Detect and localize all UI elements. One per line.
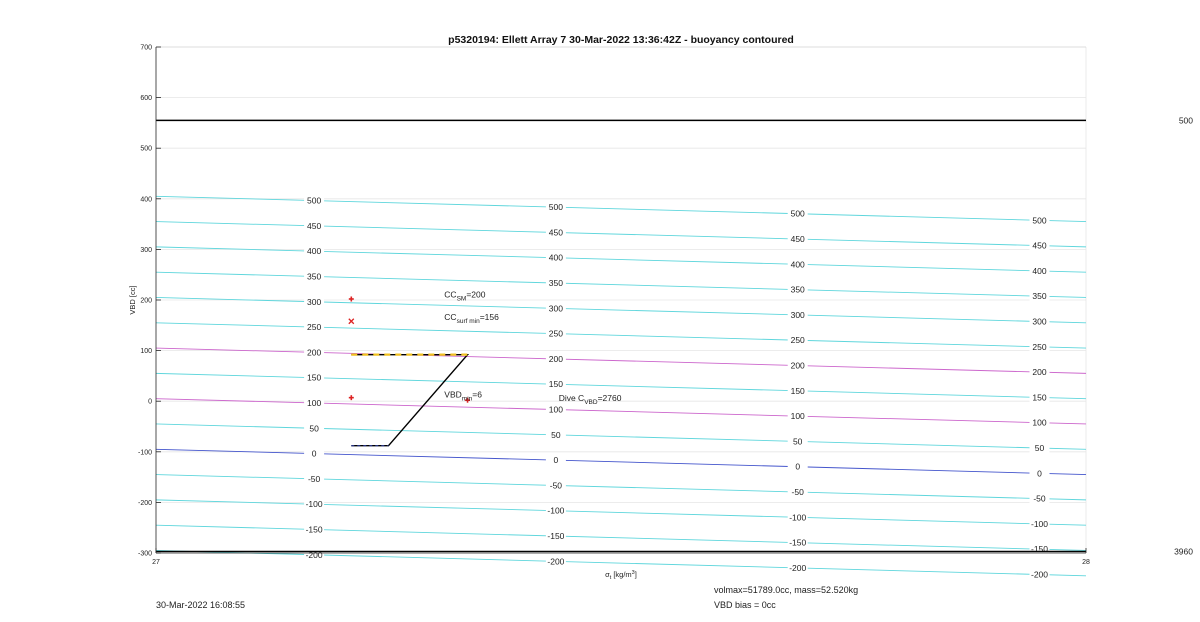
contour-label: 350: [1032, 291, 1047, 302]
footer-volmax-mass: volmax=51789.0cc, mass=52.520kg: [714, 585, 859, 595]
contour-label: 50: [792, 436, 803, 447]
cc-sm-label-value: =200: [466, 289, 486, 300]
chart-title: p5320194: Ellett Array 7 30-Mar-2022 13:36:42Z - buoyancy contoured: [448, 34, 794, 46]
contour-label: 150: [307, 372, 322, 383]
contour-label: -200: [305, 549, 323, 560]
dive-c-vbd-label-main: Dive C: [558, 393, 585, 404]
contour-label: 200: [307, 347, 322, 358]
axes: [138, 45, 1090, 567]
y-tick-label: -300: [137, 550, 152, 558]
x-tick-label: 27: [152, 559, 160, 566]
x-tick-label: 28: [1082, 559, 1090, 566]
y-tick-label: 0: [148, 398, 152, 406]
contour-label: 250: [307, 322, 322, 333]
contour-label: 300: [1032, 316, 1047, 327]
grid-layer: [156, 47, 1086, 553]
contour-line: [156, 222, 1086, 247]
y-tick-label: 700: [140, 44, 152, 52]
contour-label: 400: [548, 252, 563, 263]
contour-label: 500: [1032, 215, 1047, 226]
contour-label: 350: [790, 284, 805, 295]
contour-label: 450: [548, 227, 563, 238]
contour-label: 0: [311, 448, 317, 459]
contour-label: -100: [305, 499, 323, 510]
contour-label: 150: [790, 385, 805, 396]
cc-sm-label-sub: SM: [456, 295, 467, 303]
contour-label: -50: [1033, 493, 1046, 504]
contour-line: [156, 348, 1086, 373]
y-tick-label: -200: [137, 499, 152, 507]
contour-label: 450: [307, 220, 322, 231]
contour-label: 300: [548, 303, 563, 314]
contour-label: 0: [1037, 468, 1042, 479]
vbd-min-marker: [349, 395, 354, 400]
vbd-min-label-main: VBD: [444, 389, 462, 400]
contour-line: [156, 323, 1086, 348]
contour-line: [156, 196, 1086, 221]
vbd-min-label-value: =6: [472, 389, 482, 400]
contour-label: 100: [307, 397, 322, 408]
footer-vbd-bias: VBD bias = 0cc: [714, 600, 776, 610]
contour-label: -50: [307, 473, 321, 484]
y-axis-label: VBD [cc]: [128, 285, 137, 315]
contour-label: 250: [1032, 341, 1047, 352]
contour-label: 450: [1032, 240, 1047, 251]
x-axis-label-sup: 3: [631, 570, 635, 576]
contour-line: [156, 500, 1086, 525]
contour-label: -50: [549, 480, 563, 491]
vbd-min-label-sub: min: [461, 395, 473, 403]
contour-label: -150: [305, 524, 323, 535]
contour-label: -100: [547, 505, 565, 516]
contour-label: -100: [789, 512, 807, 523]
cc-sm-label-main: CC: [444, 289, 457, 300]
dive-c-vbd-label-value: =2760: [597, 393, 622, 404]
contour-label: 500: [790, 208, 805, 219]
contour-label: -150: [789, 537, 807, 548]
dive-c-vbd-label-sub: VBD: [584, 399, 598, 407]
contour-label: 400: [790, 259, 805, 270]
contour-label: 200: [790, 360, 805, 371]
contour-label: 300: [790, 309, 805, 320]
contour-label: 400: [307, 246, 322, 257]
contour-layer: [156, 196, 1086, 580]
contour-line: [156, 247, 1086, 272]
annotation-layer: [444, 289, 621, 406]
y-tick-label: 600: [140, 95, 152, 103]
contour-label: 0: [553, 455, 559, 466]
contour-label: 50: [309, 423, 319, 434]
contour-label: 200: [1032, 367, 1047, 378]
contour-label: -150: [547, 531, 565, 542]
contour-label: 350: [548, 278, 563, 289]
x-axis-label-unit: [kg/m: [613, 570, 632, 579]
cc-surf-min-label-main: CC: [444, 312, 457, 323]
footer-timestamp: 30-Mar-2022 16:08:55: [156, 600, 246, 610]
cc-sm-label: [444, 289, 485, 302]
x-axis-label-close: ]: [634, 570, 637, 579]
contour-label: 500: [307, 195, 322, 206]
dive-c-vbd-label: [559, 393, 622, 406]
contour-label: -150: [1030, 544, 1049, 555]
contour-label: 150: [548, 379, 563, 390]
y-tick-label: 500: [140, 145, 152, 153]
contour-label: 200: [548, 353, 563, 364]
contour-label: 50: [1034, 443, 1045, 454]
contour-line: [156, 475, 1086, 500]
x-axis-label-main: σ: [605, 570, 610, 579]
contour-label: 350: [307, 271, 322, 282]
cc-surf-min-label-value: =156: [479, 312, 499, 323]
contour-label: 100: [1032, 417, 1047, 428]
x-axis-label: [605, 570, 637, 581]
contour-label: -100: [1030, 518, 1049, 529]
contour-label: -50: [791, 487, 804, 498]
contour-label: 500: [548, 202, 563, 213]
contour-label: 0: [795, 461, 801, 472]
y-tick-label: 100: [140, 348, 152, 356]
contour-label: 250: [548, 328, 563, 339]
limit-line-label: 3960: [1174, 546, 1193, 557]
contour-label: 50: [551, 429, 561, 440]
contour-label: -200: [547, 556, 565, 567]
contour-label: 300: [307, 296, 322, 307]
contour-line: [156, 525, 1086, 550]
x-axis-label-sub: t: [609, 575, 612, 581]
limit-lines: [156, 115, 1193, 556]
cc-surf-min-label-sub: surf min: [456, 318, 480, 326]
y-tick-label: 300: [140, 246, 152, 254]
contour-label: 450: [790, 234, 805, 245]
contour-label: -200: [1030, 569, 1049, 580]
contour-label: 250: [790, 335, 805, 346]
contour-label: 100: [790, 411, 805, 422]
cc-sm-marker: [349, 296, 354, 301]
y-tick-label: 200: [140, 297, 152, 305]
contour-line: [156, 449, 1086, 474]
contour-label: 100: [548, 404, 563, 415]
contour-label: -200: [789, 562, 807, 573]
contour-line: [156, 297, 1086, 322]
cc-surf-min-marker: [349, 319, 354, 324]
contour-label: 150: [1032, 392, 1047, 403]
y-tick-label: 400: [140, 196, 152, 204]
limit-line-label: 500: [1178, 115, 1193, 126]
y-tick-label: -100: [137, 449, 152, 457]
vbd-min-label: [444, 390, 482, 403]
contour-line: [156, 424, 1086, 449]
cc-surf-min-label: [444, 312, 499, 325]
contour-label: 400: [1032, 265, 1047, 276]
